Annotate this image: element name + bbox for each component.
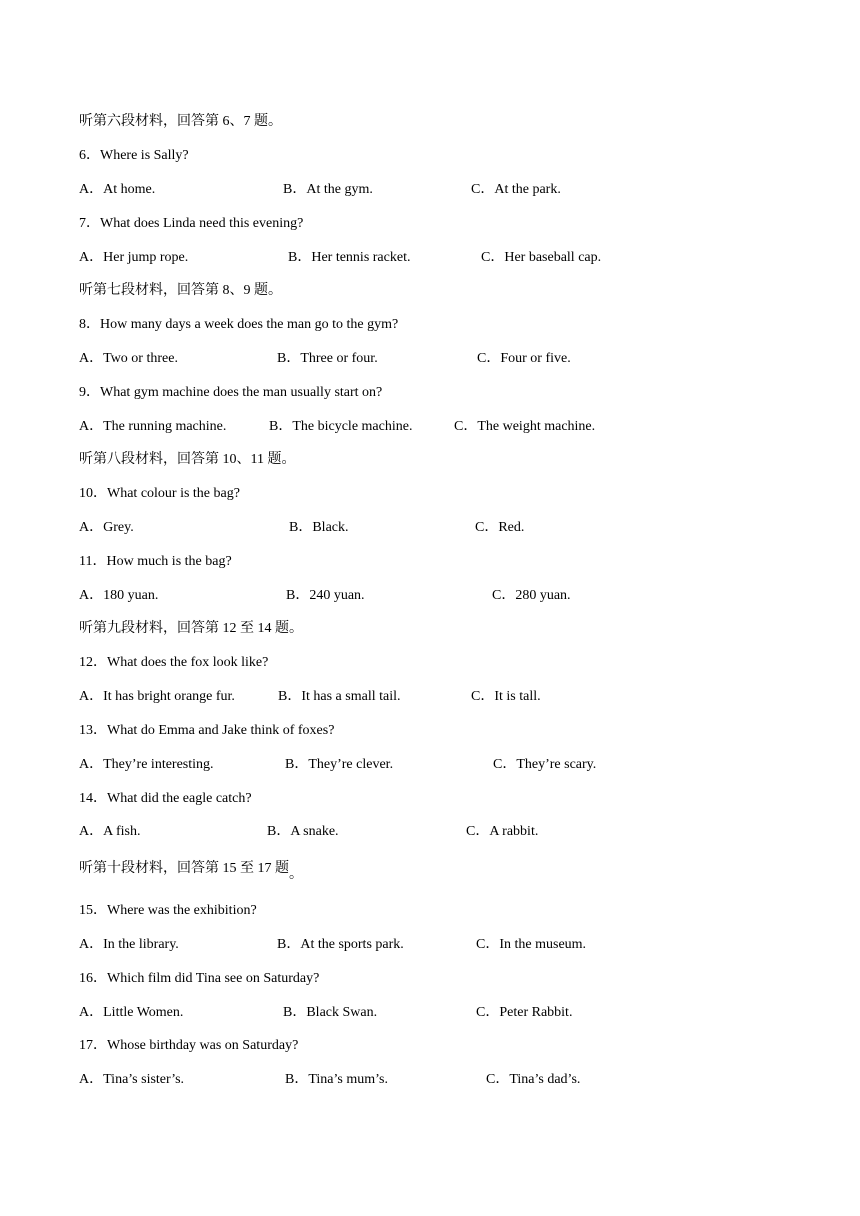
option-text: A rabbit. bbox=[489, 824, 539, 839]
question-number: 15 bbox=[79, 903, 93, 918]
question-7: 7．What does Linda need this evening? bbox=[79, 216, 304, 231]
option-a: A．The running machine. bbox=[79, 419, 227, 434]
option-text: The bicycle machine. bbox=[292, 419, 413, 434]
option-text: Tina’s dad’s. bbox=[509, 1072, 581, 1087]
option-letter: A bbox=[79, 419, 90, 434]
option-text: Little Women. bbox=[103, 1005, 184, 1020]
option-text: It has bright orange fur. bbox=[103, 689, 235, 704]
option-letter: C bbox=[477, 351, 487, 366]
option-text: 听第七段材料，回答第 8、9 题。 bbox=[79, 283, 282, 298]
option-text: It has a small tail. bbox=[301, 689, 401, 704]
option-c: C．Four or five. bbox=[477, 351, 571, 366]
option-text: In the museum. bbox=[499, 937, 587, 952]
option-letter: A bbox=[79, 824, 90, 839]
option-letter: C bbox=[471, 182, 481, 197]
question-9: 9．What gym machine does the man usually start on? bbox=[79, 385, 383, 400]
option-b: B．The bicycle machine. bbox=[269, 419, 413, 434]
option-text: At the sports park. bbox=[300, 937, 404, 952]
option-b: B．Three or four. bbox=[277, 351, 378, 366]
question-6: 6．Where is Sally? bbox=[79, 148, 189, 163]
option-a: A．They’re interesting. bbox=[79, 757, 214, 772]
option-a: A．Little Women. bbox=[79, 1005, 184, 1020]
option-b: B．It has a small tail. bbox=[278, 689, 401, 704]
question-16: 16．Which film did Tina see on Saturday? bbox=[79, 971, 320, 986]
question-number: 8 bbox=[79, 317, 86, 332]
option-a: A．Two or three. bbox=[79, 351, 178, 366]
option-text: At the gym. bbox=[306, 182, 373, 197]
question-number: 6 bbox=[79, 148, 86, 163]
option-letter: A bbox=[79, 1072, 90, 1087]
option-letter: B bbox=[288, 250, 298, 265]
option-letter: B bbox=[283, 182, 293, 197]
option-letter: C bbox=[466, 824, 476, 839]
question-text: What do Emma and Jake think of foxes? bbox=[107, 723, 335, 738]
question-number: 12 bbox=[79, 655, 93, 670]
option-text: 听第九段材料，回答第 12 至 14 题。 bbox=[79, 621, 303, 636]
option-letter: B bbox=[269, 419, 279, 434]
option-a: A．Grey. bbox=[79, 520, 134, 535]
option-c: C．Her baseball cap. bbox=[481, 250, 602, 265]
option-letter: A bbox=[79, 689, 90, 704]
option-c: C．Tina’s dad’s. bbox=[486, 1072, 581, 1087]
option-letter: A bbox=[79, 182, 90, 197]
question-number: 17 bbox=[79, 1038, 93, 1053]
option-letter: C bbox=[476, 1005, 486, 1020]
option-text: Black Swan. bbox=[306, 1005, 378, 1020]
option-text: Grey. bbox=[103, 520, 134, 535]
option-a: A．Her jump rope. bbox=[79, 250, 189, 265]
question-text: How much is the bag? bbox=[106, 554, 232, 569]
question-text: What does Linda need this evening? bbox=[100, 216, 304, 231]
section-heading bbox=[79, 620, 303, 638]
section-heading bbox=[79, 860, 303, 882]
option-text: Black. bbox=[312, 520, 349, 535]
option-text: Tina’s sister’s. bbox=[103, 1072, 185, 1087]
option-text: Tina’s mum’s. bbox=[308, 1072, 388, 1087]
option-b: B．240 yuan. bbox=[286, 588, 365, 603]
option-letter: A bbox=[79, 588, 90, 603]
option-letter: C bbox=[476, 937, 486, 952]
option-text: It is tall. bbox=[494, 689, 541, 704]
option-a: A．Tina’s sister’s. bbox=[79, 1072, 185, 1087]
option-letter: C bbox=[481, 250, 491, 265]
option-letter: B bbox=[285, 1072, 295, 1087]
option-text: 听第十段材料，回答第 15 至 17 题 bbox=[79, 861, 289, 876]
question-number: 7 bbox=[79, 216, 86, 231]
option-letter: C bbox=[471, 689, 481, 704]
option-c: C．A rabbit. bbox=[466, 824, 539, 839]
question-14: 14．What did the eagle catch? bbox=[79, 791, 252, 806]
option-letter: B bbox=[283, 1005, 293, 1020]
option-text: 听第六段材料，回答第 6、7 题。 bbox=[79, 114, 282, 129]
option-text: A snake. bbox=[290, 824, 339, 839]
option-text: The weight machine. bbox=[477, 419, 596, 434]
question-number: 14 bbox=[79, 791, 93, 806]
option-a: A．At home. bbox=[79, 182, 156, 197]
option-text: The running machine. bbox=[103, 419, 227, 434]
option-text: 180 yuan. bbox=[103, 588, 159, 603]
question-text: Where was the exhibition? bbox=[107, 903, 257, 918]
option-a: A．In the library. bbox=[79, 937, 179, 952]
question-number: 11 bbox=[79, 554, 93, 569]
option-letter: B bbox=[289, 520, 299, 535]
option-letter: C bbox=[475, 520, 485, 535]
option-letter: A bbox=[79, 757, 90, 772]
option-c: C．Peter Rabbit. bbox=[476, 1005, 573, 1020]
option-c: C．At the park. bbox=[471, 182, 561, 197]
question-8: 8．How many days a week does the man go to the gym? bbox=[79, 317, 399, 332]
option-letter: B bbox=[267, 824, 277, 839]
option-c: C．They’re scary. bbox=[493, 757, 597, 772]
option-b: B．At the gym. bbox=[283, 182, 373, 197]
question-text: Whose birthday was on Saturday? bbox=[107, 1038, 299, 1053]
option-a: A．It has bright orange fur. bbox=[79, 689, 235, 704]
question-number: 16 bbox=[79, 971, 93, 986]
option-c: C．Red. bbox=[475, 520, 525, 535]
question-text: How many days a week does the man go to the gym? bbox=[100, 317, 399, 332]
question-12: 12．What does the fox look like? bbox=[79, 655, 269, 670]
option-b: B．Her tennis racket. bbox=[288, 250, 411, 265]
option-b: B．At the sports park. bbox=[277, 937, 404, 952]
option-text: Three or four. bbox=[300, 351, 378, 366]
option-c: C．In the museum. bbox=[476, 937, 587, 952]
question-text: What does the fox look like? bbox=[107, 655, 269, 670]
option-letter: B bbox=[278, 689, 288, 704]
option-b: B．They’re clever. bbox=[285, 757, 394, 772]
option-letter: A bbox=[79, 351, 90, 366]
option-text: They’re interesting. bbox=[103, 757, 214, 772]
option-letter: C bbox=[486, 1072, 496, 1087]
option-text: Her tennis racket. bbox=[311, 250, 411, 265]
option-text: Peter Rabbit. bbox=[499, 1005, 573, 1020]
option-b: B．Black Swan. bbox=[283, 1005, 378, 1020]
option-text: They’re scary. bbox=[516, 757, 597, 772]
option-a: A．180 yuan. bbox=[79, 588, 159, 603]
option-b: B．Tina’s mum’s. bbox=[285, 1072, 388, 1087]
question-13: 13．What do Emma and Jake think of foxes? bbox=[79, 723, 335, 738]
question-text: What gym machine does the man usually start on? bbox=[100, 385, 383, 400]
question-number: 9 bbox=[79, 385, 86, 400]
option-letter: C bbox=[454, 419, 464, 434]
option-b: B．Black. bbox=[289, 520, 349, 535]
option-text: At the park. bbox=[494, 182, 561, 197]
option-c: C．280 yuan. bbox=[492, 588, 571, 603]
option-c: C．The weight machine. bbox=[454, 419, 596, 434]
option-text: 听第八段材料，回答第 10、11 题。 bbox=[79, 452, 296, 467]
section-heading bbox=[79, 113, 282, 131]
option-text: Four or five. bbox=[500, 351, 571, 366]
option-letter: C bbox=[492, 588, 502, 603]
question-text: Which film did Tina see on Saturday? bbox=[107, 971, 320, 986]
option-text: Two or three. bbox=[103, 351, 178, 366]
option-text: Her baseball cap. bbox=[504, 250, 602, 265]
section-heading bbox=[79, 451, 295, 469]
heading-suffix: 。 bbox=[289, 867, 303, 882]
question-text: What colour is the bag? bbox=[107, 486, 240, 501]
option-letter: B bbox=[286, 588, 296, 603]
question-number: 10 bbox=[79, 486, 93, 501]
question-text: Where is Sally? bbox=[100, 148, 189, 163]
option-letter: A bbox=[79, 1005, 90, 1020]
option-letter: A bbox=[79, 937, 90, 952]
option-text: At home. bbox=[103, 182, 156, 197]
question-17: 17．Whose birthday was on Saturday? bbox=[79, 1038, 299, 1053]
option-c: C．It is tall. bbox=[471, 689, 541, 704]
option-b: B．A snake. bbox=[267, 824, 339, 839]
option-letter: B bbox=[285, 757, 295, 772]
question-15: 15．Where was the exhibition? bbox=[79, 903, 257, 918]
option-letter: B bbox=[277, 937, 287, 952]
option-letter: B bbox=[277, 351, 287, 366]
option-text: In the library. bbox=[103, 937, 179, 952]
option-text: A fish. bbox=[103, 824, 141, 839]
option-a: A．A fish. bbox=[79, 824, 141, 839]
option-text: Red. bbox=[498, 520, 525, 535]
question-number: 13 bbox=[79, 723, 93, 738]
option-letter: A bbox=[79, 520, 90, 535]
option-letter: C bbox=[493, 757, 503, 772]
option-text: They’re clever. bbox=[308, 757, 394, 772]
question-11: 11．How much is the bag? bbox=[79, 554, 232, 569]
option-text: 240 yuan. bbox=[309, 588, 365, 603]
option-text: 280 yuan. bbox=[515, 588, 571, 603]
option-letter: A bbox=[79, 250, 90, 265]
section-heading bbox=[79, 282, 282, 300]
question-text: What did the eagle catch? bbox=[107, 791, 252, 806]
option-text: Her jump rope. bbox=[103, 250, 189, 265]
question-10: 10．What colour is the bag? bbox=[79, 486, 240, 501]
